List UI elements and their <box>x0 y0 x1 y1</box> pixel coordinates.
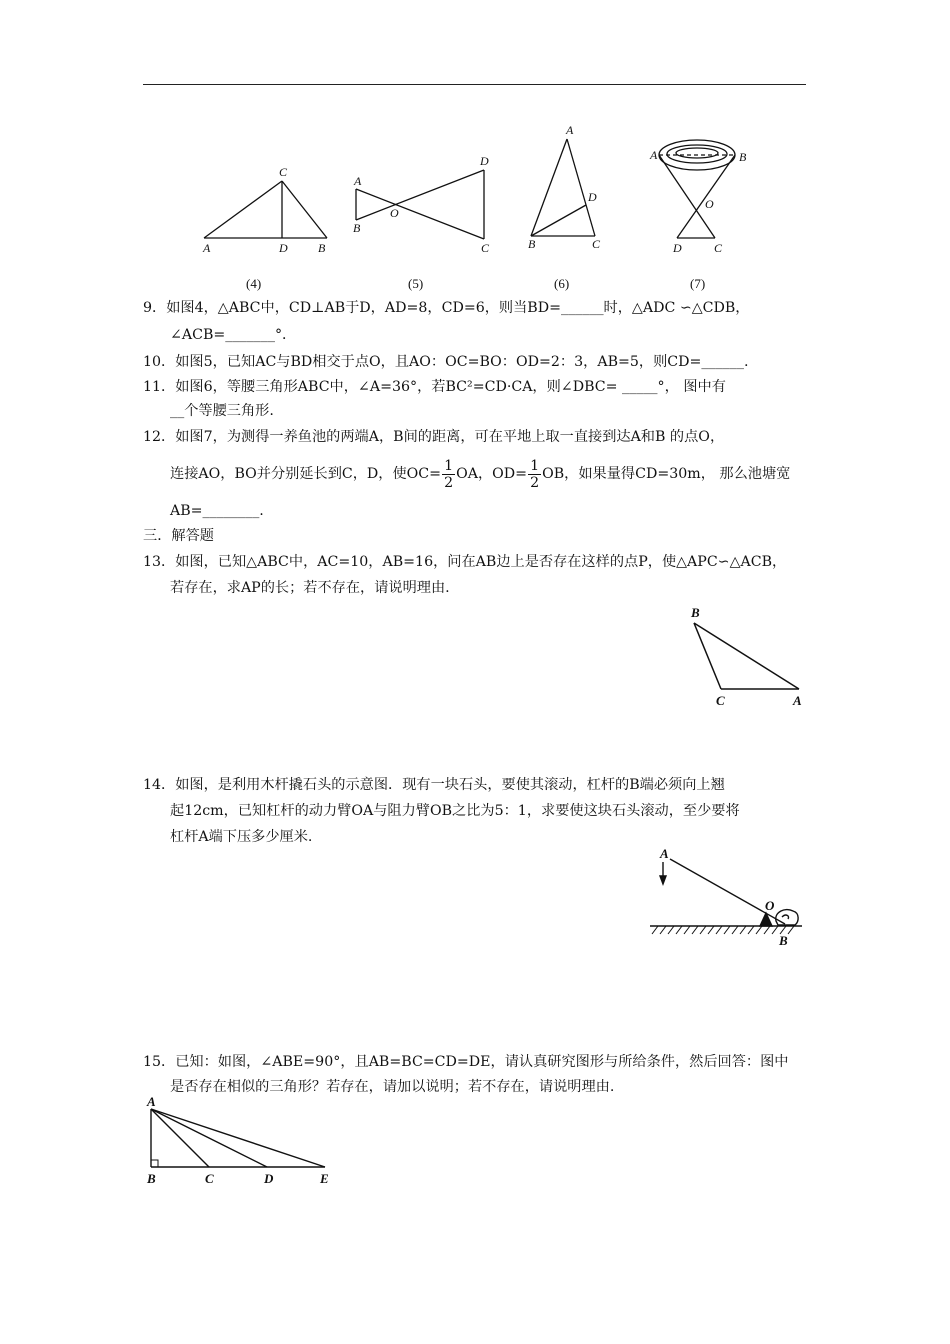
q11-line1 <box>143 377 726 397</box>
q14-line1: 14．如图，是利用木杆撬石头的示意图．现有一块石头，要使其滚动，杠杆的B端必须向上翘 <box>143 777 725 793</box>
fig5-label-a: A <box>354 174 362 188</box>
q14-label-o: O <box>765 898 775 913</box>
fig5-caption: (5) <box>408 276 424 291</box>
fig4-label-b: B <box>318 241 326 255</box>
fig7-label-d: D <box>673 241 682 255</box>
q10-line1: 10．如图5，已知AC与BD相交于点O，且AO：OC=BO：OD=2：3，AB=5，则CD=______. <box>143 354 749 370</box>
q13-triangle <box>694 623 799 689</box>
frac-num: 1 <box>444 457 454 474</box>
q12-line2 <box>170 457 790 491</box>
q12-line1: 12．如图7，为测得一养鱼池的两端A，B间的距离，可在平地上取一直接到达A和B 的点O， <box>143 429 725 445</box>
frac-den: 2 <box>444 474 454 491</box>
q15-label-b: B <box>147 1171 156 1186</box>
q14-label-b: B <box>779 933 788 948</box>
fig7-label-a: A <box>650 148 658 162</box>
q11-text-a: 11．如图6，等腰三角形ABC中，∠A=36°，若BC²=CD·CA，则∠DBC= <box>143 379 618 395</box>
q14-line3: 杠杆A端下压多少厘米. <box>170 829 313 845</box>
figure-7 <box>659 140 735 238</box>
frac-den: 2 <box>530 474 540 491</box>
fig7-caption: (7) <box>690 276 706 291</box>
q12-text-b: OA，OD= <box>456 466 528 482</box>
fig4-label-c: C <box>279 165 288 179</box>
fig5-label-d: D <box>480 154 489 168</box>
figure-4 <box>204 181 327 238</box>
fig4-label-a: A <box>203 241 211 255</box>
q14-lever <box>650 859 802 934</box>
q12-text-a: 连接AO，BO并分别延长到C，D，使OC= <box>170 466 442 482</box>
q12-text-c: OB，如果量得CD=30m， 那么池塘宽 <box>542 466 791 482</box>
q9-line2: ∠ACB=_______°． <box>170 327 297 343</box>
fig4-label-d: D <box>279 241 288 255</box>
q13-line2: 若存在，求AP的长；若不存在，请说明理由. <box>170 580 450 596</box>
q12-line3: AB=________. <box>170 503 264 519</box>
q15-line1: 15．已知：如图，∠ABE=90°，且AB=BC=CD=DE，请认真研究图形与所给条件，然后回答：图中 <box>143 1054 789 1070</box>
q15-label-a: A <box>147 1094 156 1109</box>
q13-label-c: C <box>716 693 725 708</box>
fig7-label-b: B <box>739 150 747 164</box>
fig6-label-a: A <box>566 123 574 137</box>
section-title: 三．解答题 <box>143 528 214 544</box>
fig5-label-o: O <box>390 206 399 220</box>
q15-figure <box>151 1109 325 1167</box>
q14-line2: 起12cm，已知杠杆的动力臂OA与阻力臂OB之比为5：1，求要使这块石头滚动，至少要将 <box>170 803 740 819</box>
q15-label-e: E <box>320 1171 329 1186</box>
q11-line2: __个等腰三角形. <box>170 403 274 419</box>
figure-6 <box>531 139 595 236</box>
fig6-label-b: B <box>528 237 536 251</box>
q13-label-b: B <box>691 605 700 620</box>
q15-label-d: D <box>264 1171 274 1186</box>
fraction-half-2 <box>528 458 541 491</box>
q14-label-a: A <box>660 846 669 861</box>
q13-label-a: A <box>793 693 802 708</box>
q9-line1: 9．如图4，△ABC中，CD⊥AB于D，AD=8，CD=6，则当BD=______时，△ADC ∽△CDB， <box>143 300 750 316</box>
frac-num: 1 <box>530 457 540 474</box>
figure-5 <box>356 170 484 239</box>
q15-label-c: C <box>205 1171 214 1186</box>
q15-line2: 是否存在相似的三角形？若存在，请加以说明；若不存在，请说明理由. <box>170 1079 615 1095</box>
fraction-half-1 <box>442 458 455 491</box>
q11-degree: °， <box>657 379 679 395</box>
q11-text-d: 图中有 <box>683 379 726 395</box>
top-figures <box>0 0 950 300</box>
q11-blank-angle: _____ <box>622 379 658 395</box>
fig5-label-b: B <box>353 221 361 235</box>
fig7-label-o: O <box>705 197 714 211</box>
fig4-caption: (4) <box>246 276 262 291</box>
fig5-label-c: C <box>481 241 490 255</box>
fig6-label-c: C <box>592 237 601 251</box>
q13-line1: 13．如图，已知△ABC中，AC=10，AB=16，问在AB边上是否存在这样的点P，使△APC∽△ACB， <box>143 554 787 570</box>
fig6-caption: (6) <box>554 276 570 291</box>
fig7-label-c: C <box>714 241 723 255</box>
fig6-label-d: D <box>588 190 597 204</box>
